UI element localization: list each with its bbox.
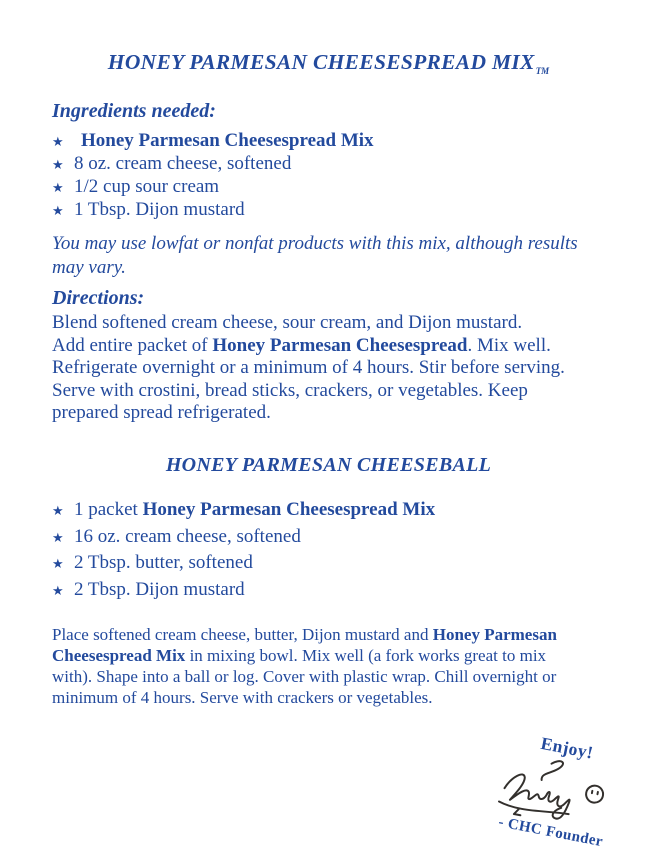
ingredient-text: 2 Tbsp. butter, softened: [74, 552, 253, 574]
ingredients-heading: Ingredients needed:: [52, 100, 216, 123]
recipe-title: [0, 0, 657, 76]
signature-block: [470, 723, 647, 852]
star-bullet-icon: ★: [52, 134, 64, 150]
star-bullet-icon: ★: [52, 529, 64, 545]
trademark-mark: TM: [535, 66, 550, 77]
ingredient-text: 8 oz. cream cheese, softened: [74, 153, 292, 175]
star-bullet-icon: ★: [52, 203, 64, 219]
signature-s-curl: [541, 758, 563, 783]
smiley-eyes: [592, 791, 598, 794]
ingredients-list: [52, 130, 657, 222]
list-item: [52, 199, 657, 222]
directions-heading: Directions:: [52, 287, 145, 310]
star-bullet-icon: ★: [52, 180, 64, 196]
directions-paragraph: Blend softened cream cheese, sour cream, and Dijon mustard. Add entire packet of Honey Parmesan Cheesespread. Mix well. Refrigerate overnight or a minimum of 4 hours. Stir before serving. Serve with crostini, bread sticks, crackers, or vegetables. Keep prepared spread refrigerated.: [52, 312, 565, 423]
cheeseball-title: HONEY PARMESAN CHEESEBALL: [165, 454, 492, 477]
star-bullet-icon: ★: [52, 556, 64, 572]
ingredient-text: 16 oz. cream cheese, softened: [74, 525, 301, 547]
ingredient-text: Honey Parmesan Cheesespread Mix: [81, 130, 374, 152]
list-item: [52, 153, 657, 176]
list-item: [52, 524, 657, 551]
ingredient-text: 1/2 cup sour cream: [74, 176, 220, 198]
founder-label: - CHC Founder: [497, 814, 605, 851]
ingredient-text: 1 packet Honey Parmesan Cheesespread Mix: [74, 499, 436, 521]
list-item: [52, 176, 657, 199]
cheeseball-ingredients-list: [52, 497, 657, 603]
ingredient-text: 2 Tbsp. Dijon mustard: [74, 578, 245, 600]
star-bullet-icon: ★: [52, 157, 64, 173]
ingredient-text: 1 Tbsp. Dijon mustard: [74, 199, 245, 221]
recipe-title-text: HONEY PARMESAN CHEESESPREAD MIX: [107, 50, 535, 74]
star-bullet-icon: ★: [52, 503, 64, 519]
list-item: [52, 550, 657, 577]
note-text: You may use lowfat or nonfat products with this mix, although results may vary.: [52, 233, 578, 278]
smiley-icon: [585, 784, 605, 804]
list-item: [52, 577, 657, 604]
list-item: [52, 497, 657, 524]
list-item: [52, 130, 657, 153]
star-bullet-icon: ★: [52, 582, 64, 598]
enjoy-text: Enjoy!: [539, 732, 596, 763]
cheeseball-paragraph: Place softened cream cheese, butter, Dijon mustard and Honey Parmesan Cheesespread Mix in mixing bowl. Mix well (a fork works great to mix with). Shape into a ball or log. Cover with plastic wrap. Chill overnight or minimum of 4 hours. Serve with crackers or vegetables.: [52, 625, 557, 708]
